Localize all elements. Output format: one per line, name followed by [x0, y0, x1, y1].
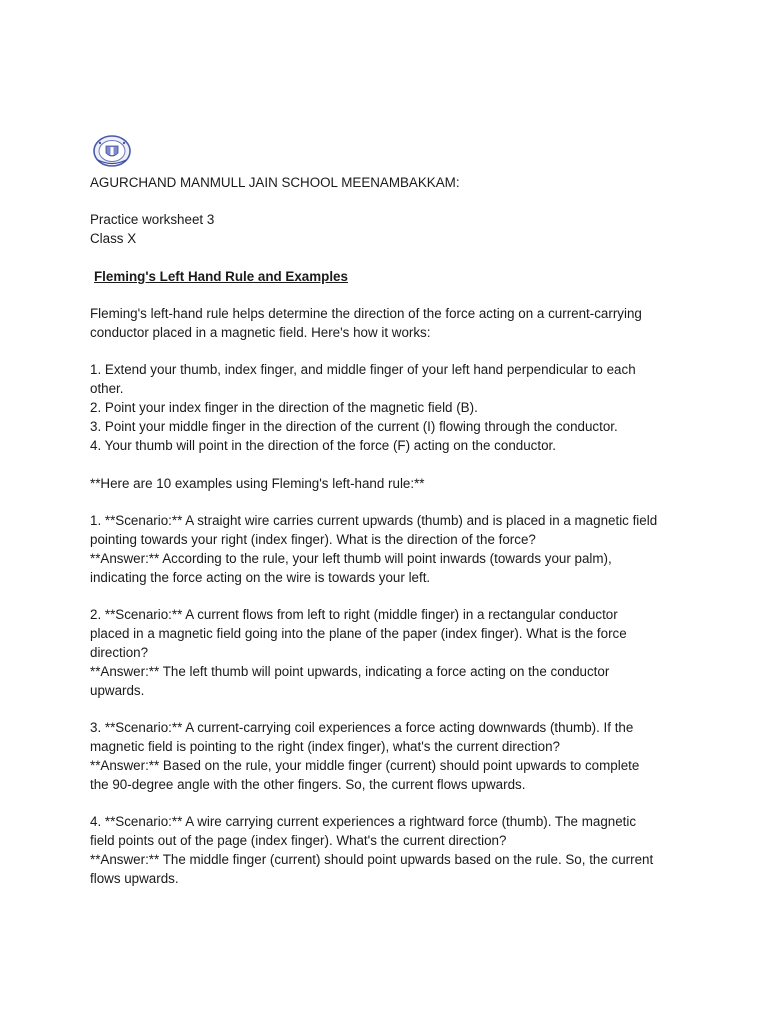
example-3-line: the 90-degree angle with the other fingers. So, the current flows upwards. — [90, 777, 526, 792]
step-line: 3. Point your middle finger in the direction of the current (I) flowing through the conductor. — [90, 419, 618, 434]
step-line: 4. Your thumb will point in the direction of the force (F) acting on the conductor. — [90, 438, 556, 453]
worksheet-number: Practice worksheet 3 — [90, 212, 215, 227]
example-1-line: **Answer:** According to the rule, your left thumb will point inwards (towards your palm), — [90, 551, 612, 566]
example-2-line: 2. **Scenario:** A current flows from left to right (middle finger) in a rectangular conductor — [90, 607, 618, 622]
step-line: 2. Point your index finger in the direction of the magnetic field (B). — [90, 400, 478, 415]
example-3-line: magnetic field is pointing to the right (index finger), what's the current direction? — [90, 739, 560, 754]
page-title: Fleming's Left Hand Rule and Examples — [94, 269, 348, 284]
example-4-line: field points out of the page (index finger). What's the current direction? — [90, 833, 507, 848]
example-2-line: upwards. — [90, 683, 145, 698]
class-label: Class X — [90, 231, 137, 246]
example-1-line: indicating the force acting on the wire is towards your left. — [90, 570, 431, 585]
example-2-line: placed in a magnetic field going into the plane of the paper (index finger). What is the force — [90, 626, 627, 641]
school-name: AGURCHAND MANMULL JAIN SCHOOL MEENAMBAKKAM: — [90, 175, 460, 190]
intro-line-2: conductor placed in a magnetic field. Here's how it works: — [90, 325, 431, 340]
example-2-line: **Answer:** The left thumb will point upwards, indicating a force acting on the conductor — [90, 664, 610, 679]
examples-heading: **Here are 10 examples using Fleming's left-hand rule:** — [90, 476, 425, 491]
intro-line-1: Fleming's left-hand rule helps determine the direction of the force acting on a current-carrying — [90, 306, 642, 321]
example-4-line: **Answer:** The middle finger (current) should point upwards based on the rule. So, the current — [90, 852, 654, 867]
example-3-line: **Answer:** Based on the rule, your middle finger (current) should point upwards to complete — [90, 758, 640, 773]
example-1-line: pointing towards your right (index finger). What is the direction of the force? — [90, 532, 536, 547]
step-line: 1. Extend your thumb, index finger, and middle finger of your left hand perpendicular to each — [90, 362, 636, 377]
example-4-line: 4. **Scenario:** A wire carrying current experiences a rightward force (thumb). The magnetic — [90, 814, 637, 829]
example-2-line: direction? — [90, 645, 149, 660]
example-3-line: 3. **Scenario:** A current-carrying coil experiences a force acting downwards (thumb). If the — [90, 720, 634, 735]
example-1-line: 1. **Scenario:** A straight wire carries current upwards (thumb) and is placed in a magnetic field — [90, 513, 658, 528]
school-logo — [91, 134, 133, 168]
step-line: other. — [90, 381, 124, 396]
example-4-line: flows upwards. — [90, 871, 179, 886]
